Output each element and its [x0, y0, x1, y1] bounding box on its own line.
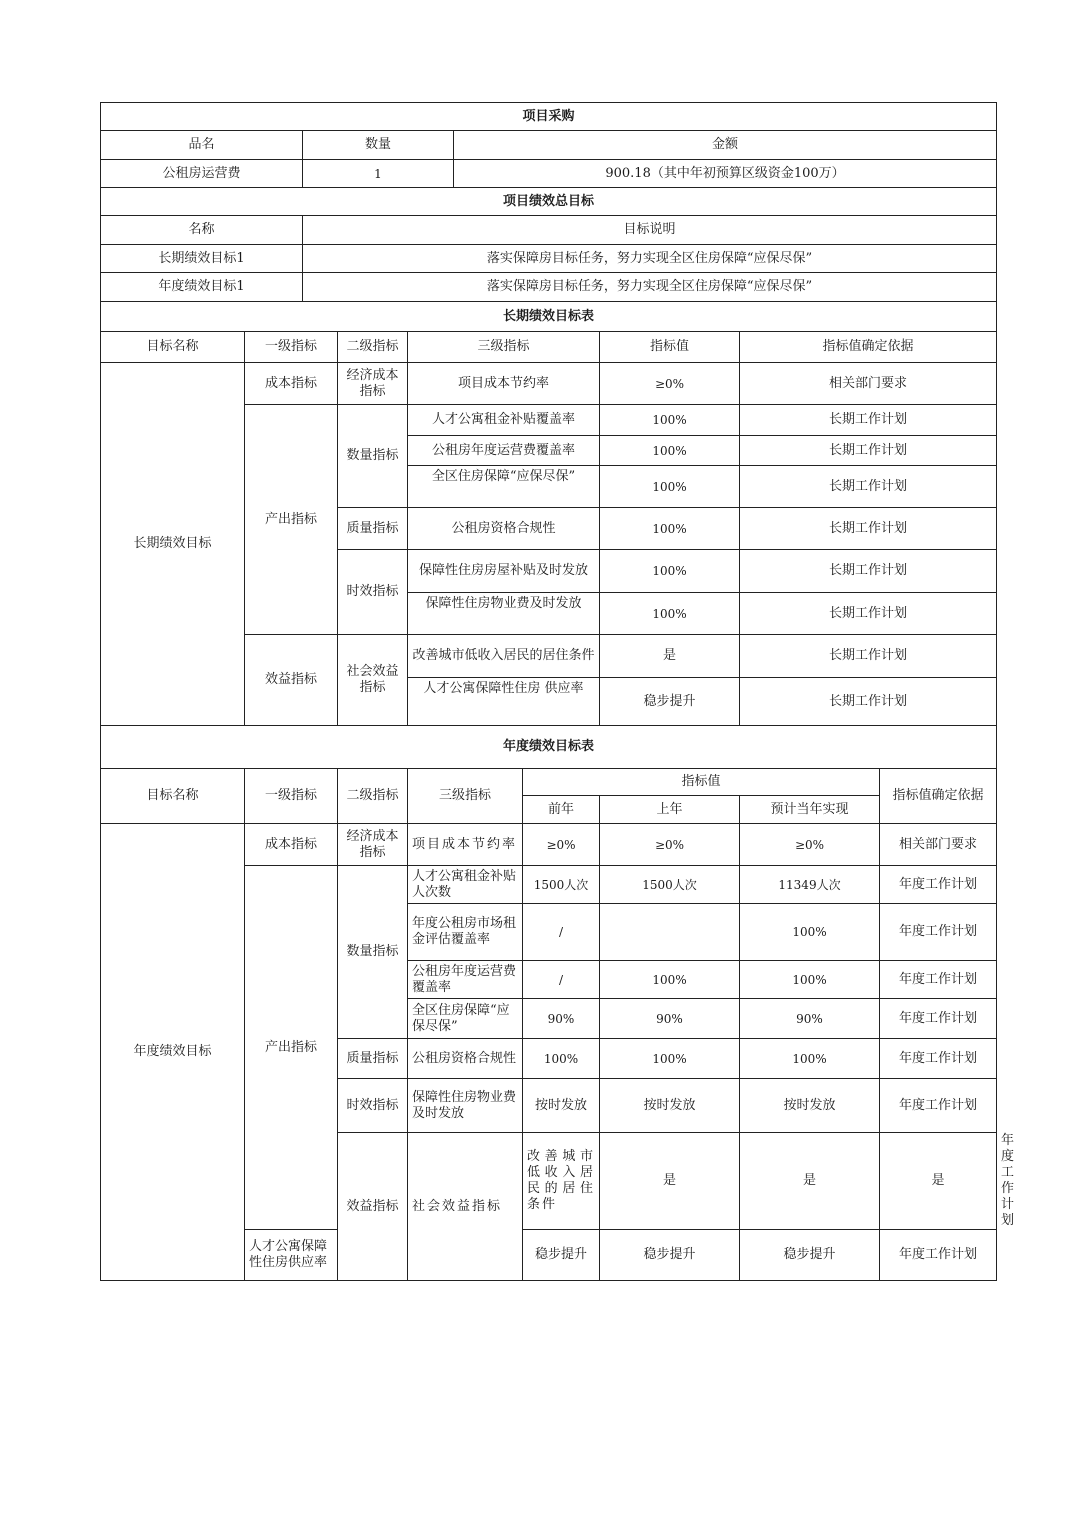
value-last: 按时发放 — [600, 1079, 740, 1133]
value-prev: 90% — [523, 999, 600, 1039]
header-level1: 一级指标 — [245, 769, 338, 824]
indicator-value: 100% — [600, 405, 740, 436]
indicator-basis: 年度工作计划 — [880, 904, 997, 961]
level3-indicator: 人才公寓租金补贴人次数 — [408, 866, 523, 904]
indicator-basis: 长期工作计划 — [740, 508, 997, 550]
value-expected: 稳步提升 — [740, 1230, 880, 1281]
indicator-basis: 长期工作计划 — [740, 550, 997, 593]
level3-indicator: 项目成本节约率 — [408, 363, 600, 405]
long-term-title: 长期绩效目标表 — [101, 302, 997, 332]
indicator-basis: 长期工作计划 — [740, 405, 997, 436]
level3-indicator: 改善城市低收入居民的居住条件 — [523, 1133, 600, 1230]
indicator-basis: 年度工作计划 — [880, 1079, 997, 1133]
indicator-basis: 相关部门要求 — [740, 363, 997, 405]
header-level3: 三级指标 — [408, 769, 523, 824]
level3-indicator: 全区住房保障“应保尽保” — [408, 466, 600, 508]
value-last: 稳步提升 — [600, 1230, 740, 1281]
goal-name: 年度绩效目标1 — [101, 273, 303, 302]
header-level2: 二级指标 — [338, 769, 408, 824]
level3-indicator: 改善城市低收入居民的居住条件 — [408, 635, 600, 678]
value-prev: 稳步提升 — [523, 1230, 600, 1281]
performance-sheet — [100, 102, 1015, 1281]
level1-output: 产出指标 — [245, 866, 338, 1230]
indicator-basis: 长期工作计划 — [740, 635, 997, 678]
level2-quantity: 数量指标 — [338, 405, 408, 508]
level3-indicator: 人才公寓保障性住房 供应率 — [408, 678, 600, 726]
header-level3: 三级指标 — [408, 332, 600, 363]
header-last-year: 上年 — [600, 796, 740, 824]
value-last: 1500人次 — [600, 866, 740, 904]
header-item-name: 品名 — [101, 131, 303, 160]
indicator-value: 稳步提升 — [600, 678, 740, 726]
level2-quality: 质量指标 — [338, 1039, 408, 1079]
value-expected: 90% — [740, 999, 880, 1039]
level1-cost: 成本指标 — [245, 824, 338, 866]
level3-indicator: 全区住房保障“应保尽保” — [408, 999, 523, 1039]
indicator-value: 是 — [600, 635, 740, 678]
item-quantity: 1 — [303, 160, 454, 188]
level2-economic-cost: 经济成本指标 — [338, 824, 408, 866]
level2-quantity: 数量指标 — [338, 866, 408, 1039]
indicator-basis: 年度工作计划 — [880, 961, 997, 999]
value-expected: 11349人次 — [740, 866, 880, 904]
header-level1: 一级指标 — [245, 332, 338, 363]
procurement-title: 项目采购 — [101, 103, 997, 131]
header-basis: 指标值确定依据 — [880, 769, 997, 824]
long-term-table — [100, 301, 997, 726]
value-expected: 100% — [740, 961, 880, 999]
level3-indicator: 人才公寓租金补贴覆盖率 — [408, 405, 600, 436]
header-basis: 指标值确定依据 — [740, 332, 997, 363]
level1-cost: 成本指标 — [245, 363, 338, 405]
level3-indicator: 公租房资格合规性 — [408, 508, 600, 550]
value-last — [600, 904, 740, 961]
value-last: 是 — [740, 1133, 880, 1230]
value-last: 100% — [600, 961, 740, 999]
indicator-basis: 长期工作计划 — [740, 436, 997, 466]
header-goal-desc: 目标说明 — [303, 216, 997, 245]
level3-indicator: 保障性住房物业费及时发放 — [408, 593, 600, 635]
value-prev: / — [523, 904, 600, 961]
header-prev-year: 前年 — [523, 796, 600, 824]
level1-benefit: 效益指标 — [338, 1133, 408, 1281]
value-expected: 是 — [880, 1133, 997, 1230]
item-amount: 900.18（其中年初预算区级资金100万） — [454, 160, 997, 188]
value-prev: 1500人次 — [523, 866, 600, 904]
level2-social-benefit: 社会效益指标 — [408, 1133, 523, 1281]
annual-goal-name: 年度绩效目标 — [101, 824, 245, 1281]
level1-benefit: 效益指标 — [245, 635, 338, 726]
item-name: 公租房运营费 — [101, 160, 303, 188]
overall-goal-title: 项目绩效总目标 — [101, 188, 997, 216]
indicator-basis: 年度工作计划 — [880, 866, 997, 904]
level3-indicator: 人才公寓保障性住房供应率 — [245, 1230, 338, 1281]
indicator-value: ≥0% — [600, 363, 740, 405]
header-value: 指标值 — [600, 332, 740, 363]
indicator-basis: 年度工作计划 — [880, 999, 997, 1039]
value-prev: 是 — [600, 1133, 740, 1230]
level2-timeliness: 时效指标 — [338, 1079, 408, 1133]
goal-name: 长期绩效目标1 — [101, 245, 303, 273]
indicator-basis: 长期工作计划 — [740, 593, 997, 635]
value-prev: ≥0% — [523, 824, 600, 866]
indicator-value: 100% — [600, 593, 740, 635]
value-expected: ≥0% — [740, 824, 880, 866]
level2-timeliness: 时效指标 — [338, 550, 408, 635]
value-expected: 按时发放 — [740, 1079, 880, 1133]
level3-indicator: 公租房资格合规性 — [408, 1039, 523, 1079]
level2-economic-cost: 经济成本指标 — [338, 363, 408, 405]
annual-title: 年度绩效目标表 — [101, 726, 997, 769]
indicator-value: 100% — [600, 436, 740, 466]
goal-desc: 落实保障房目标任务，努力实现全区住房保障“应保尽保” — [303, 245, 997, 273]
goal-desc: 落实保障房目标任务，努力实现全区住房保障“应保尽保” — [303, 273, 997, 302]
level3-indicator: 保障性住房物业费及时发放 — [408, 1079, 523, 1133]
header-goal: 目标名称 — [101, 769, 245, 824]
annual-table: 年度绩效目标表 目标名称 一级指标 二级指标 三级指标 指标值 指标值确定依据 前年 上年 预计当年实现 年度绩效目标 成本指标 经济成本指标 项目成本节约率 ≥0% ≥0% ≥0% 相关部门要求 产出指标 数量指标 人才公寓租金补贴人次数 1500人次 1500人次 11349人次 年度工作计划 年度公租房市场租金评估覆盖率 / 100% 年度工作计划 公租房年度运营费覆盖率 / 100% 100% 年度工作计划 全区住房保障“应保尽保” 90% 90% 90% 年度工作计划 质量指标 公租房资格合规性 100% 100% 100% 年度工作计划 时效指标 保障性住房物业费及时发放 按时发放 按时发放 按时发放 年度工作计划 效益指标 社会效益指标 改善城市低收入居民的居住条件 是 是 是 年度工作计划 人才公寓保障性住房供应率 稳步提升 稳步提升 稳步提升 年度工作计划 — [100, 725, 997, 1281]
header-level2: 二级指标 — [338, 332, 408, 363]
value-prev: / — [523, 961, 600, 999]
indicator-basis: 年度工作计划 — [880, 1230, 997, 1281]
level3-indicator: 年度公租房市场租金评估覆盖率 — [408, 904, 523, 961]
indicator-basis: 年度工作计划 — [880, 1039, 997, 1079]
indicator-value: 100% — [600, 466, 740, 508]
indicator-basis: 相关部门要求 — [880, 824, 997, 866]
level2-social-benefit: 社会效益指标 — [338, 635, 408, 726]
value-expected: 100% — [740, 1039, 880, 1079]
level3-indicator: 公租房年度运营费覆盖率 — [408, 961, 523, 999]
indicator-value: 100% — [600, 550, 740, 593]
value-last: 90% — [600, 999, 740, 1039]
value-expected: 100% — [740, 904, 880, 961]
header-amount: 金额 — [454, 131, 997, 160]
header-goal-name: 名称 — [101, 216, 303, 245]
header-goal: 目标名称 — [101, 332, 245, 363]
indicator-value: 100% — [600, 508, 740, 550]
value-prev: 100% — [523, 1039, 600, 1079]
level3-indicator: 保障性住房房屋补贴及时发放 — [408, 550, 600, 593]
header-quantity: 数量 — [303, 131, 454, 160]
indicator-basis: 长期工作计划 — [740, 466, 997, 508]
level3-indicator: 项目成本节约率 — [408, 824, 523, 866]
value-last: ≥0% — [600, 824, 740, 866]
header-expected: 预计当年实现 — [740, 796, 880, 824]
value-last: 100% — [600, 1039, 740, 1079]
value-prev: 按时发放 — [523, 1079, 600, 1133]
long-term-goal-name: 长期绩效目标 — [101, 363, 245, 726]
procurement-table — [100, 102, 997, 302]
level2-quality: 质量指标 — [338, 508, 408, 550]
level1-output: 产出指标 — [245, 405, 338, 635]
indicator-basis: 长期工作计划 — [740, 678, 997, 726]
header-value: 指标值 — [523, 769, 880, 796]
level3-indicator: 公租房年度运营费覆盖率 — [408, 436, 600, 466]
